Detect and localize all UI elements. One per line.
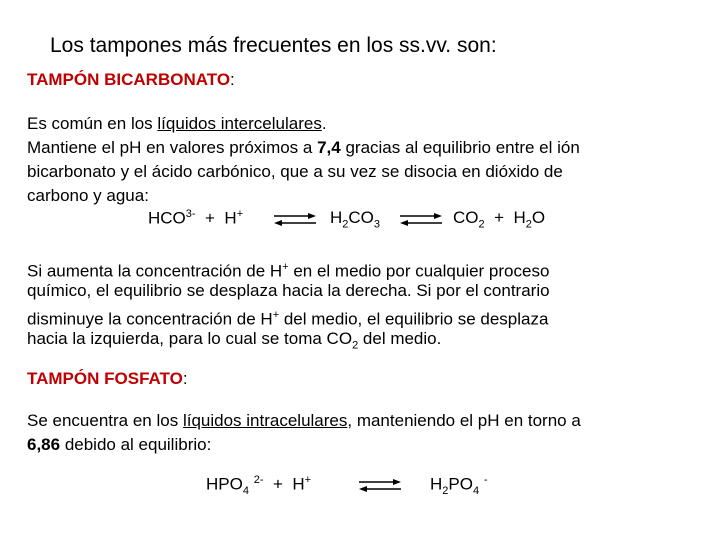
equilibrium-arrows-icon-3	[357, 476, 403, 496]
superscript: +	[282, 261, 289, 273]
text: .	[321, 114, 327, 133]
ph-value-6-86: 6,86	[27, 435, 61, 454]
heading-text: TAMPÓN FOSFATO	[27, 369, 183, 388]
text: hacia la izquierda, para lo cual se toma CO	[27, 329, 353, 348]
text: , manteniendo el pH en torno a	[347, 411, 581, 430]
bicarbonato-line-3: bicarbonato y el ácido carbónico, que a su vez se disocia en dióxido de	[27, 162, 563, 181]
fosfato-line-1	[27, 409, 581, 433]
section-heading-fosfato	[27, 369, 188, 389]
text: CO	[453, 208, 479, 227]
text: Si aumenta la concentración de H	[27, 261, 283, 281]
h-text: H	[224, 208, 237, 228]
subscript: 4	[242, 485, 249, 498]
subscript: 2	[342, 218, 349, 231]
intercellular-fluids-term: líquidos intercelulares	[157, 114, 322, 133]
superscript: 2-	[253, 474, 264, 486]
text: disminuye la concentración de H	[27, 309, 273, 329]
bicarbonato-line-1	[27, 112, 327, 136]
plus-sign: +	[272, 474, 283, 494]
text: gracias al equilibrio entre el ión	[340, 138, 580, 157]
text: H	[330, 208, 343, 227]
subscript: 3	[373, 218, 381, 231]
shift-line-2: químico, el equilibrio se desplaza hacia la derecha. Si por el contrario	[27, 281, 550, 300]
superscript: +	[304, 474, 312, 486]
text: Es común en los	[27, 114, 158, 133]
text: H	[513, 208, 526, 227]
plus-sign: +	[494, 208, 505, 227]
text: Mantiene el pH en valores próximos a	[27, 138, 318, 157]
bicarbonato-line-4: carbono y agua:	[27, 186, 149, 205]
text: PO	[448, 474, 473, 494]
eq-hydrogen-phosphate	[206, 474, 311, 497]
h-charge: +	[236, 208, 244, 220]
text: del medio.	[358, 329, 442, 348]
hco-charge: 3-	[185, 208, 196, 220]
plus-sign: +	[205, 208, 215, 228]
fosfato-line-2	[27, 433, 211, 457]
subscript: 2	[478, 218, 485, 231]
subscript: 4	[472, 485, 480, 498]
text: CO	[348, 208, 374, 227]
page-title: Los tampones más frecuentes en los ss.vv. son:	[50, 34, 497, 57]
text: del medio, el equilibrio se desplaza	[279, 309, 549, 329]
ph-value-7-4: 7,4	[317, 138, 341, 157]
heading-colon: :	[182, 369, 188, 388]
equilibrium-arrows-icon-2	[398, 210, 444, 230]
equilibrium-arrows-icon	[272, 210, 318, 230]
subscript: 2	[525, 218, 532, 231]
text: Se encuentra en los	[27, 411, 183, 430]
eq-carbonic-acid	[330, 208, 380, 230]
heading-colon: :	[230, 70, 235, 89]
section-heading-bicarbonato	[27, 70, 235, 90]
subscript: 2	[352, 339, 359, 352]
text: en el medio por cualquier proceso	[288, 261, 550, 281]
text: O	[531, 208, 546, 227]
intracellular-fluids-term: líquidos intracelulares	[182, 411, 348, 430]
eq-dihydrogen-phosphate	[430, 474, 488, 497]
eq-co2-water	[453, 208, 545, 230]
eq-bicarbonate-left	[148, 208, 243, 229]
superscript: +	[272, 309, 280, 321]
text: HPO	[206, 474, 243, 494]
superscript: -	[483, 474, 488, 486]
text: H	[430, 474, 443, 494]
bicarbonato-line-2	[27, 136, 580, 160]
subscript: 2	[442, 485, 449, 498]
heading-text: TAMPÓN BICARBONATO	[27, 70, 231, 89]
text: H	[292, 474, 305, 494]
hco-text: HCO	[148, 208, 186, 228]
text: debido al equilibrio:	[60, 435, 212, 454]
shift-line-4	[27, 327, 441, 357]
